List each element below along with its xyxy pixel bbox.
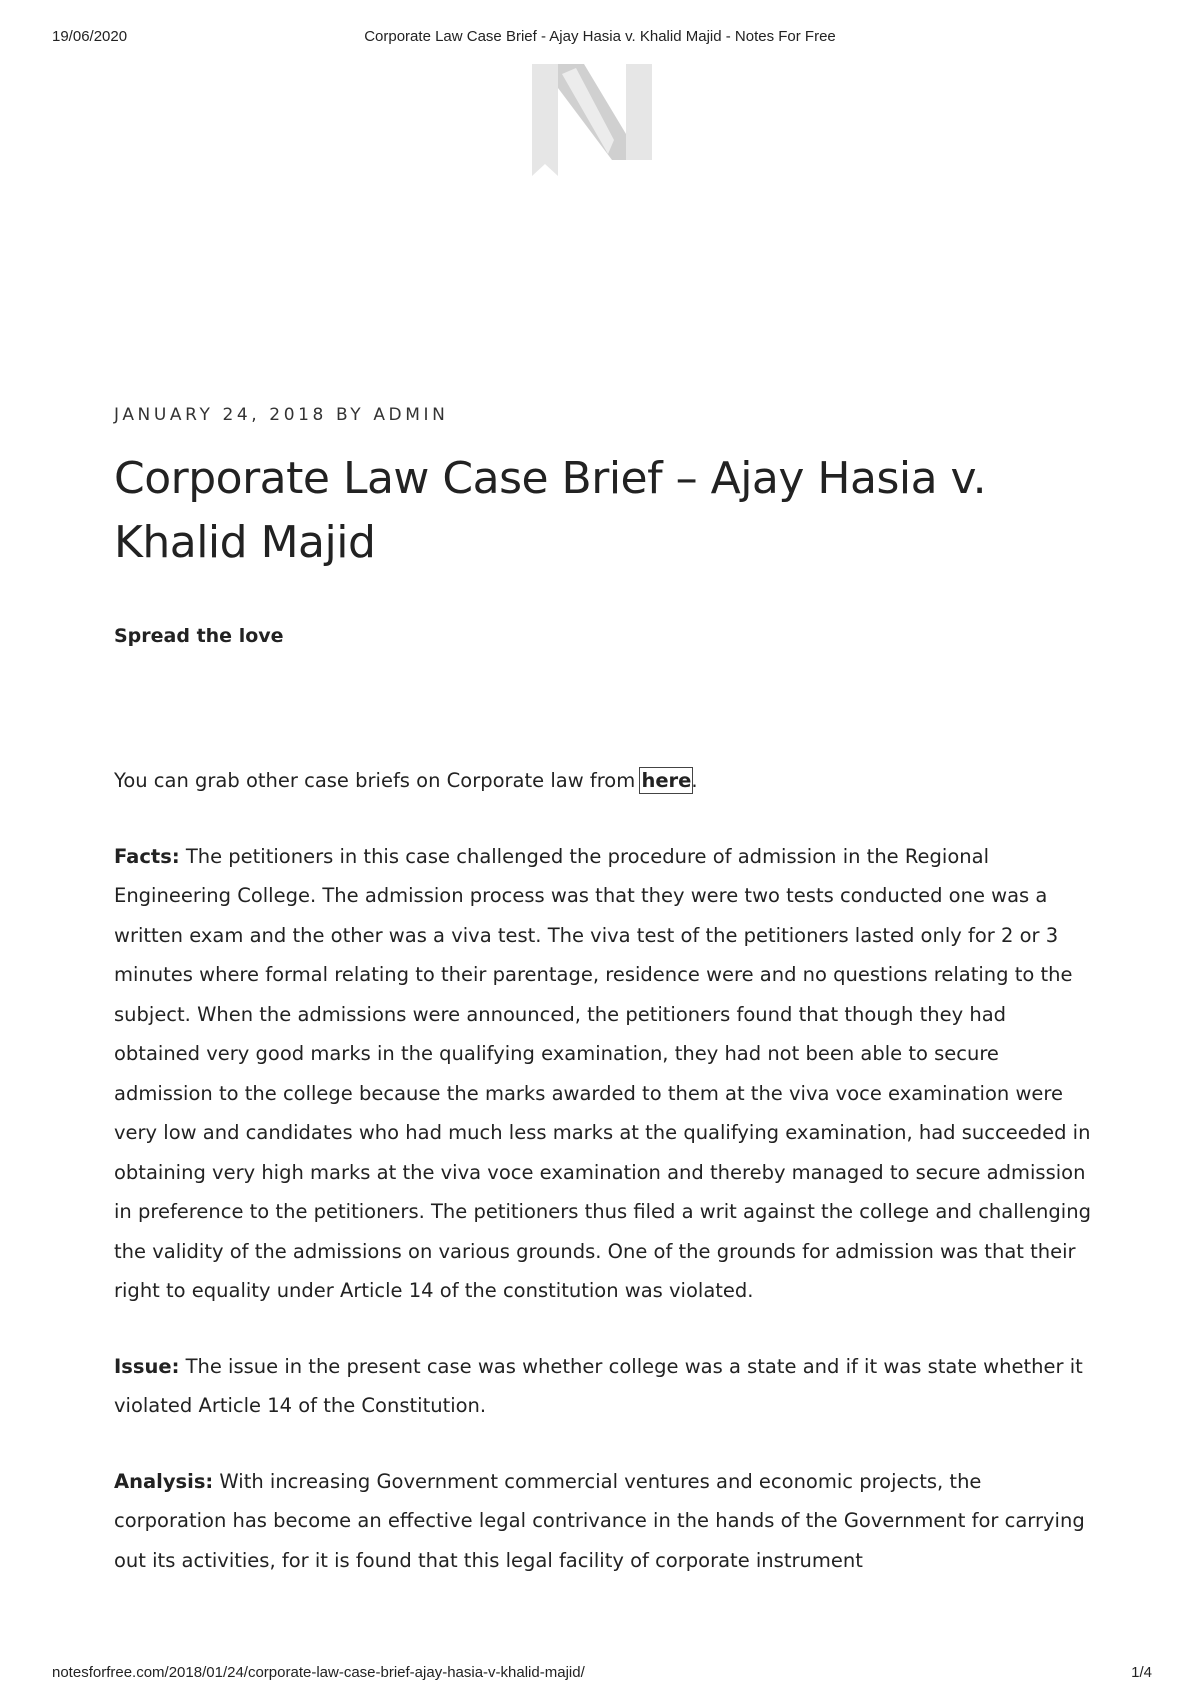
case-briefs-link[interactable]: here — [641, 769, 692, 792]
post-by: BY — [335, 405, 365, 425]
share-label: Spread the love — [114, 625, 284, 647]
issue-label: Issue: — [114, 1354, 180, 1378]
post-content — [114, 761, 1094, 1580]
analysis-label: Analysis: — [114, 1469, 214, 1493]
print-url: notesforfree.com/2018/01/24/corporate-law-case-brief-ajay-hasia-v-khalid-majid/ — [52, 1664, 585, 1681]
print-header — [0, 28, 1200, 50]
facts-label: Facts: — [114, 844, 180, 868]
analysis-paragraph — [114, 1462, 1094, 1581]
notes-for-free-n-logo-icon — [532, 64, 652, 176]
post-meta — [114, 405, 1094, 429]
post-title: Corporate Law Case Brief – Ajay Hasia v. Khalid Majid — [114, 453, 987, 568]
post-date[interactable]: JANUARY 24, 2018 — [114, 405, 327, 425]
article — [114, 405, 1094, 1616]
facts-text: The petitioners in this case challenged the procedure of admission in the Regional Engineering College. The admission process was that they were two tests conducted one was a written exam and the other was a viva test. The viva test of the petitioners lasted only for 2 or 3 minutes where formal relating to their parentage, residence were and no questions relating to the subject. When the admissions were announced, the petitioners found that though they had obtained very good marks in the qualifying examination, they had not been able to secure admission to the college because the marks awarded to them at the viva voce examination were very low and candidates who had much less marks at the qualifying examination, had succeeded in obtaining very high marks at the viva voce examination and thereby managed to secure admission in preference to the petitioners. The petitioners thus filed a writ against the college and challenging the validity of the admissions on various grounds. One of the grounds for admission was that their right to equality under Article 14 of the constitution was violated. — [114, 844, 1091, 1302]
facts-paragraph — [114, 837, 1094, 1311]
analysis-text: With increasing Government commercial ventures and economic projects, the corporation has become an effective legal contrivance in the hands of the Government for carrying out its activities, for it is found that this legal facility of corporate instrument — [114, 1469, 1085, 1572]
intro-end: . — [691, 769, 698, 792]
issue-paragraph — [114, 1347, 1094, 1426]
post-author[interactable]: ADMIN — [373, 405, 449, 425]
issue-text: The issue in the present case was whether college was a state and if it was state whether it violated Article 14 of the Constitution. — [114, 1354, 1083, 1417]
intro-text: You can grab other case briefs on Corporate law from — [114, 769, 642, 792]
intro-paragraph — [114, 761, 1094, 801]
site-logo[interactable] — [532, 64, 652, 176]
print-date: 19/06/2020 — [52, 28, 128, 45]
print-page-number: 1/4 — [1131, 1664, 1152, 1681]
print-footer — [0, 1664, 1200, 1686]
print-page-title: Corporate Law Case Brief - Ajay Hasia v. Khalid Majid - Notes For Free — [364, 28, 836, 45]
